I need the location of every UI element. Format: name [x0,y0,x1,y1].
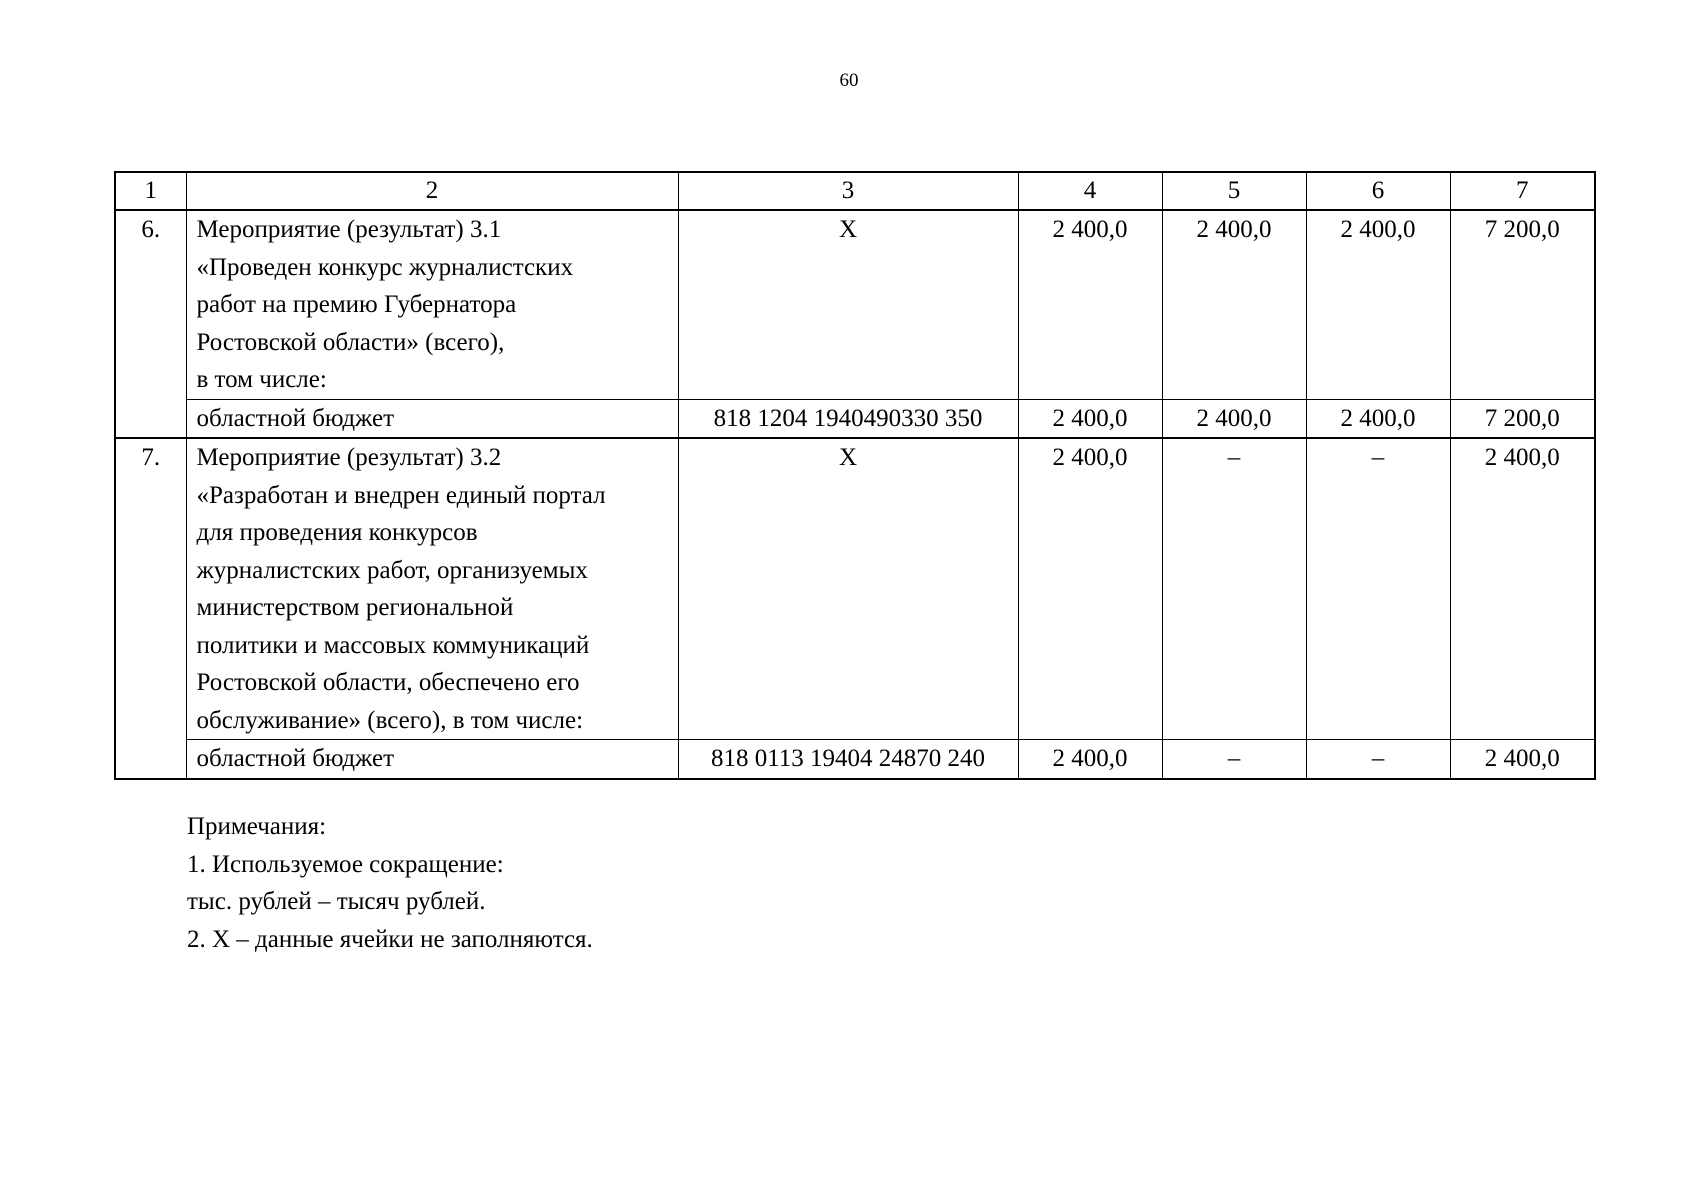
notes-section [187,808,593,958]
amount-col7: 7 200,0 [1450,399,1595,438]
amount-col5: 2 400,0 [1162,210,1306,399]
amount-col5: – [1162,438,1306,740]
table-subrow [115,740,1595,779]
notes-title: Примечания: [187,813,327,840]
activity-name-line: «Проведен конкурс журналистских [196,253,574,281]
table-row [115,210,1595,399]
funding-source: областной бюджет [186,399,678,438]
amount-col4: 2 400,0 [1018,399,1162,438]
activity-name-line: политики и массовых коммуникаций [196,631,590,659]
table-subrow [115,399,1595,438]
note-line: тыс. рублей – тысяч рублей. [187,888,486,915]
activity-name-line: для проведения конкурсов [196,519,478,546]
activity-name-line: Мероприятие (результат) 3.1 [196,216,502,243]
activity-name-line: Мероприятие (результат) 3.2 [196,444,502,471]
page-number: 60 [839,70,859,91]
column-header: 4 [1018,172,1162,210]
activity-name [186,438,678,740]
amount-col4: 2 400,0 [1018,438,1162,740]
amount-col7: 2 400,0 [1450,740,1595,779]
row-number: 7. [115,438,186,779]
column-header: 2 [186,172,678,210]
activity-name-line: Ростовской области» (всего), [196,328,505,356]
activity-name [186,210,678,399]
amount-col7: 7 200,0 [1450,210,1595,399]
column-header: 6 [1306,172,1450,210]
activity-name-line: министерством региональной [196,594,514,621]
table-header-row [115,172,1595,210]
budget-code: X [678,438,1018,740]
budget-code: 818 0113 19404 24870 240 [678,740,1018,779]
amount-col5: 2 400,0 [1162,399,1306,438]
budget-code: X [678,210,1018,399]
amount-col4: 2 400,0 [1018,740,1162,779]
column-header: 7 [1450,172,1595,210]
amount-col6: – [1306,740,1450,779]
column-header: 1 [115,172,186,210]
amount-col7: 2 400,0 [1450,438,1595,740]
note-line: 2. X – данные ячейки не заполняются. [187,925,593,953]
activity-name-line: работ на премию Губернатора [196,291,517,318]
activity-name-line: журналистских работ, организуемых [196,556,588,584]
column-header: 3 [678,172,1018,210]
note-line: 1. Используемое сокращение: [187,850,504,878]
funding-source: областной бюджет [186,740,678,779]
amount-col6: 2 400,0 [1306,210,1450,399]
budget-code: 818 1204 1940490330 350 [678,399,1018,438]
activity-name-line: «Разработан и внедрен единый портал [196,481,606,509]
activity-name-line: обслуживание» (всего), в том числе: [196,706,584,734]
row-number: 6. [115,210,186,438]
amount-col4: 2 400,0 [1018,210,1162,399]
column-header: 5 [1162,172,1306,210]
amount-col6: 2 400,0 [1306,399,1450,438]
budget-table [114,171,1596,780]
activity-name-line: в том числе: [196,366,327,393]
activity-name-line: Ростовской области, обеспечено его [196,669,580,696]
table-row [115,438,1595,740]
amount-col5: – [1162,740,1306,779]
amount-col6: – [1306,438,1450,740]
